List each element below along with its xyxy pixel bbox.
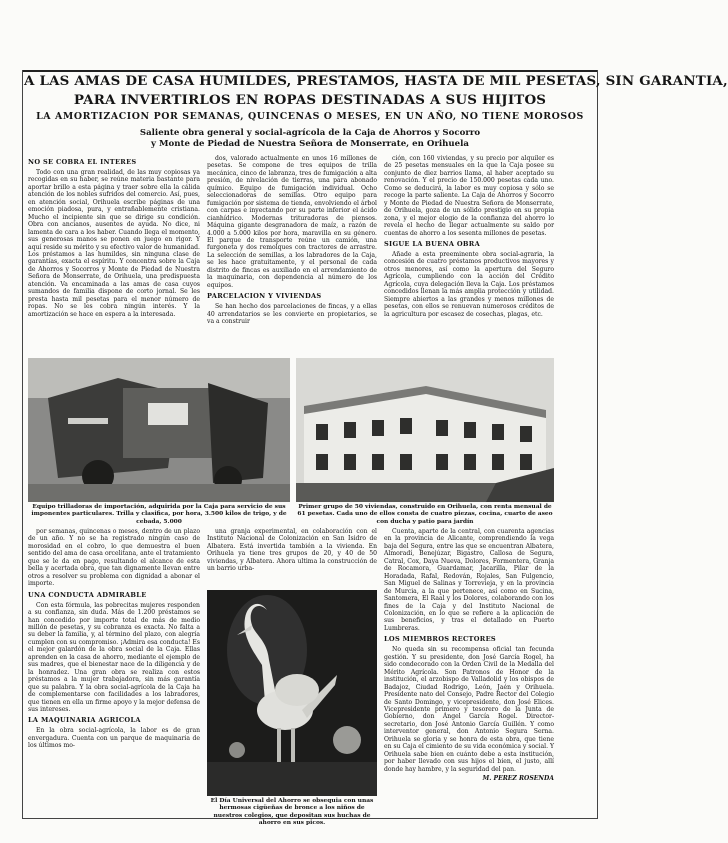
column-2-text-continued: Se han hecho dos parcelaciones de fincas, y a ellas 40 arrendatarios se les convierte en propietarios, se va a construir: [207, 303, 377, 326]
stork-statue-image: [207, 590, 377, 796]
threshing-machine-image: [28, 358, 290, 502]
headline-line-1: A LAS AMAS DE CASA HUMILDES, PRESTAMOS, HASTA DE MIL PESETAS, SIN GARANTIA,: [24, 73, 728, 89]
article-deck: [110, 128, 510, 150]
photo-threshing-machine: [28, 358, 290, 502]
photo-housing-block: [296, 358, 554, 502]
caption-housing-block: Primer grupo de 50 viviendas, construido en Orihuela, con renta mensual de 61 pesetas. Cada uno de ellos consta de cuatro piezas, cocina, cuarto de aseo con ducha y patio para jardín: [297, 503, 553, 525]
column-1-lower-text: por semanas, quincenas o meses, dentro de un plazo de un año. Y no se ha registrado ningún caso de morosidad en el cobro, lo que demuestra el buen sentido del ama de casa orcelitana, ante el tratamiento que se le da en pago, resultando el alcance de esta bella y acertada obra, que tan dignamente llevan entre otros a resolver su problema con dignidad a abonar el importe.: [28, 528, 200, 588]
section-title-sigue-obra: SIGUE LA BUENA OBRA: [384, 239, 480, 248]
article-frame-left-rule: [22, 70, 23, 819]
column-2-lower-text: una granja experimental, en colaboración con el Instituto Nacional de Colonización en San Isidro de Albatera. Está invertida también a la vivienda. En Orihuela ya tiene tres grupos de 20, y 40 de 50 viviendas, y Albatera. Ahora ultima la construcción de un barrio urba-: [207, 528, 377, 573]
article-headline: [24, 72, 728, 110]
column-1-text: Todo con una gran realidad, de las muy copiosas ya recogidas en su haber, se reúne materia bastante para aportar brillo a esta página y traer sobre ella la cálida atención de los nobles sufridos del comercio. Así, pues, en atención social, Orihuela escribe páginas de una emoción piadosa, pura, y entrañablemente cristiana. Mucho el incipiente sin que se dirige su condición. Obra con ancianos, ausentes de ayuda. No dice, ni lamenta de cara a los haber. Cuando llega el momento, sus generosas manos se ponen en juego en rigor. Y aquí reside su mérito y su efectivo valor de humanidad. Los préstamos a las humildes, sin ninguna clase de garantías, exacta el espíritu. Y concentra sobre la Caja de Ahorros y Socorros y Monte de Piedad de Nuestra Señora de Monserrate, de Orihuela, una predispuesta atención. Va encaminada a las amas de casa cuyos sumandos de familia dispone de corto jornal. Se les presta hasta mil pesetas para el menor número de ropas. No se les cobra ningún interés. Y la amortización se hace en espera a la interesada.: [28, 169, 200, 318]
section-title-no-interest: NO SE COBRA EL INTERES: [28, 158, 137, 166]
column-3-lower-text-2: No queda sin su recompensa oficial tan fecunda gestión. Y su presidente, don José García Rogel, ha sido condecorado con la Orden Civil de la Medalla del Mérito Agrícola. Son Patronos de Honor de la institución, el arzobispo de Valladolid y los obispos de Badajoz, Ciudad Rodrigo, León, Jaén y Orihuela. Presidente nato del Consejo, Padre Rector del Colegio de Santo Domingo, y vicepresidente, don José Elices. Vicepresidente primero y tesorero de la Junta de Gobierno, don Ángel García Rogel. Director-secretario, don José Antonio García Guillén. Y como interventor general, don Antonio Segura Serna. Orihuela se gloria y se honra de esta obra, que tiene en su Caja el cimiento de su vida económica y social. Y Orihuela sabe bien en cuánto debe a esta institución, por haber llevado con sus hijos el bien, el justo, allí donde hay hambre, y la seguridad del pan.: [384, 646, 554, 773]
photo-stork-statue: [207, 590, 377, 796]
caption-threshing-machine: Equipo trilladoras de importación, adquirida por la Caja para servicio de sus imponentes particulares. Trilla y clasifica, por hora, 3.500 kilos de trigo, y de cebada, 5.000: [31, 503, 287, 525]
article-subheadline: LA AMORTIZACION POR SEMANAS, QUINCENAS O MESES, EN UN AÑO, NO TIENE MOROSOS: [36, 111, 584, 122]
section-title-parcelacion: PARCELACION Y VIVIENDAS: [207, 292, 322, 301]
column-3-lower: [384, 528, 554, 815]
column-1-upper: [28, 155, 200, 358]
column-2-upper: [207, 155, 377, 360]
column-3-text-continued: Añade a esta preeminente obra social-agraria, la concesión de cuatro préstamos productivos mayores y otros menores, así como la apertura del Seguro Agrícola, cumpliendo con la acción del Crédito Agrícola, cuya delegación lleva la Caja. Los préstamos concedidos llenan la más amplia protección y utilidad. Siempre abiertos a las grandes y menos millones de pesetas, con ellos se renuevan numerosos créditos de la agricultura por escasez de cosechas, plagas, etc.: [384, 250, 554, 318]
column-3-upper: [384, 155, 554, 360]
author-signature: M. PEREZ ROSENDA: [482, 775, 554, 783]
caption-stork-statue: El Día Universal del Ahorro se obsequia con unas hermosas cigüeñas de bronce a los niños de nuestros colegios, que depositan sus huchas de ahorro en sus picos.: [210, 797, 374, 827]
section-title-miembros-rectores: LOS MIEMBROS RECTORES: [384, 635, 496, 644]
column-2-lower: [207, 528, 377, 588]
column-3-lower-text: Cuenta, aparte de la central, con cuarenta agencias en la provincia de Alicante, comprendiendo la vega baja del Segura, entre las que se encuentran Albatera, Almoradí, Benejúzar, Bigastro, Callosa de Segura, Catral, Cox, Daya Nueva, Dolores, Formentera, Granja de Rocamora, Guardamar, Jacarilla, Pilar de la Horadada, Rafal, Redován, Rojales, San Fulgencio, San Miguel de Salinas y Torrevieja, y en la provincia de Murcia, a la que pertenece, así como en Sucina, Santomera, El Raal y los Dolores, colaborando con los fines de la Caja y del Instituto Nacional de Colonización, en lo que se refiere a la aplicación de sus beneficios, y tras el detallado en Puerto Lumbreras.: [384, 528, 554, 632]
column-1-lower-text-2: Con esta fórmula, las pobrecitas mujeres responden a su confianza, sin duda. Más de 1.200 préstamos se han concedido por importe total de más de medio millón de pesetas, y su cobranza es exacta. No falta a su deber la familia, y, al término del plazo, con alegría cumplen con su compromiso. ¡Admira esa conducta! Es el mejor galardón de la obra social de la Caja. Ellas aprenden en la casa de ahorro, mediante el ejemplo de sus madres, que el bienestar nace de la diligencia y de la honradez. Una gran obra se realiza con estos préstamos a la mujer trabajadora, sin más garantía que su palabra. Y la obra social-agrícola de la Caja ha de complementarse con facilidades a los labradores, que tienen en ella un firme apoyo y la mejor defensa de sus intereses.: [28, 601, 200, 713]
column-1-lower-text-3: En la obra social-agrícola, la labor es de gran envergadura. Cuenta con un parque de maquinaria de los últimos mo-: [28, 727, 200, 750]
headline-line-2: PARA INVERTIRLOS EN ROPAS DESTINADAS A SUS HIJITOS: [73, 92, 547, 108]
housing-block-image: [296, 358, 554, 502]
article-frame-right-rule: [597, 70, 598, 819]
column-3-text: ción, con 160 viviendas, y su precio por alquiler es de 25 pesetas mensuales en la que la Caja posee su conjunto de diez barrios llama, al haber aceptado su renovación. Y el precio de 150.000 pesetas cada uno. Como se deducirá, la labor es muy copiosa y sólo se recoge la parte saliente. La Caja de Ahorros y Socorro y Monte de Piedad de Nuestra Señora de Monserrate, de Orihuela, goza de un sólido prestigio en su propia zona, y el mejor elogio de la confianza del ahorro lo revela el hecho de llegar actualmente su saldo por cuentas de ahorro a los sesenta millones de pesetas.: [384, 155, 554, 237]
column-1-lower: [28, 528, 200, 815]
section-title-maquinaria: LA MAQUINARIA AGRICOLA: [28, 716, 141, 725]
column-2-text: dos, valorado actualmente en unos 16 millones de pesetas. Se compone de tres equipos de trilla mecánica, cinco de labranza, tres de fumigación a alta presión, de nivelación de tierras, una para abonado químico. Equipo de fumigación individual. Ocho seleccionadoras de semillas. Otro equipo para fumigación por sistema de tienda, envolviendo el árbol con carpas e inyectando por su parte inferior el ácido cianhídrico. Modernas trituradoras de piensos. Máquina gigante desgranadora de maíz, a razón de 4.000 a 5.000 kilos por hora, maravilla en su género. El parque de transporte reúne un camión, una furgoneta y dos remolques con tractores de arrastre. La selección de semillas, a los labradores de la Caja, se les hace gratuitamente, y el personal de cada distrito de fincas es auxiliado en el arrendamiento de la maquinaria, con dependencia al número de los equipos.: [207, 155, 377, 289]
section-title-conducta: UNA CONDUCTA ADMIRABLE: [28, 590, 147, 599]
deck-line-1: Saliente obra general y social-agrícola de la Caja de Ahorros y Socorro: [139, 128, 481, 138]
deck-line-2: y Monte de Piedad de Nuestra Señora de Monserrate, en Orihuela: [151, 139, 469, 149]
